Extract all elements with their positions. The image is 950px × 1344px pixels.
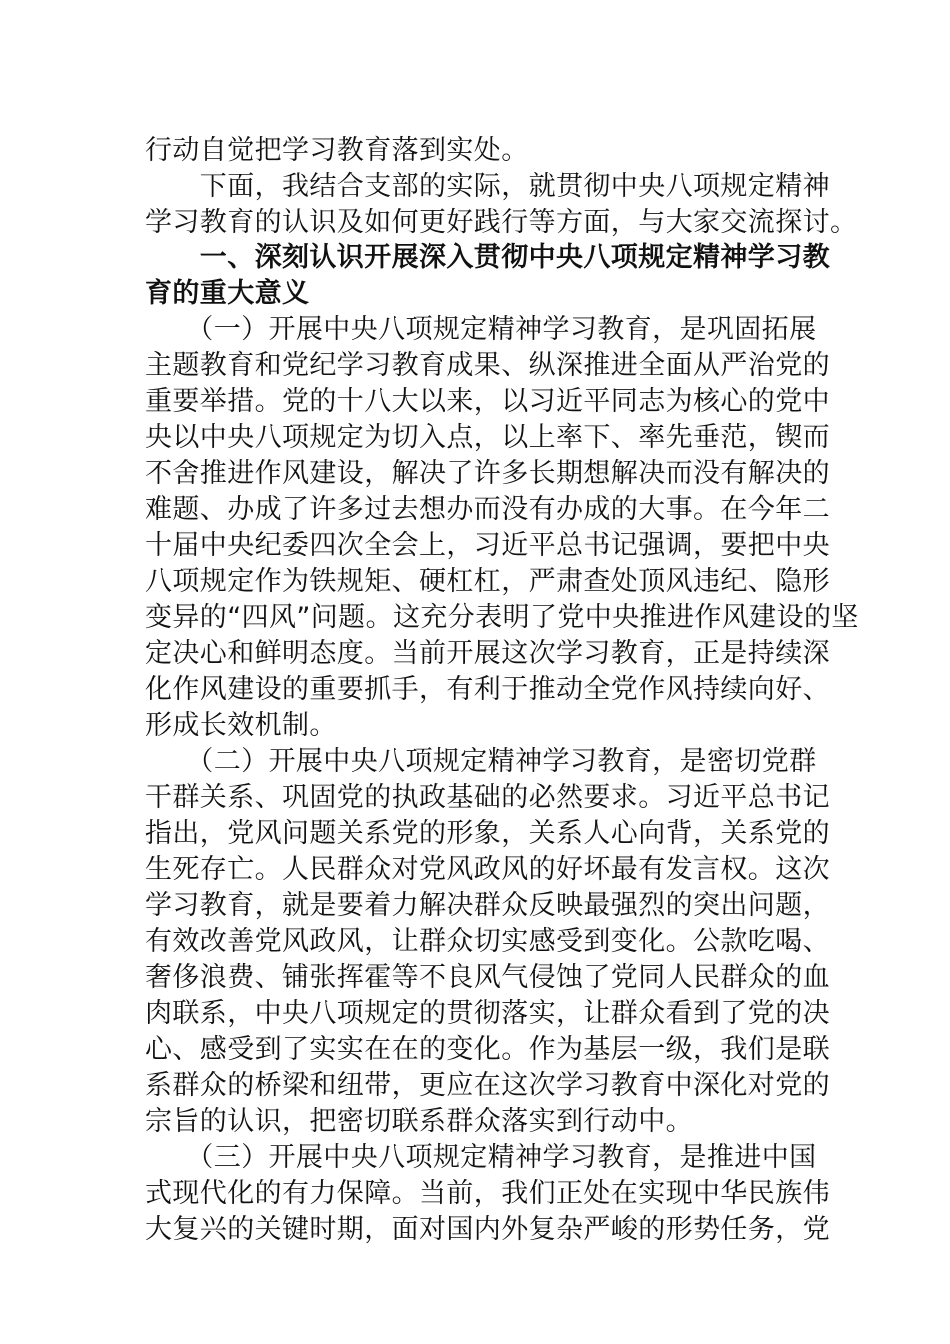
text-line: 奢侈浪费、铺张挥霍等不良风气侵蚀了党同人民群众的血: [145, 962, 830, 993]
text-line: 不舍推进作风建设，解决了许多长期想解决而没有解决的: [145, 458, 830, 489]
text-line: （一）开展中央八项规定精神学习教育，是巩固拓展: [145, 314, 817, 345]
text-line: 形成长效机制。: [145, 710, 337, 741]
text-line: 化作风建设的重要抓手，有利于推动全党作风持续向好、: [145, 674, 830, 705]
text-line: 八项规定作为铁规矩、硬杠杠，严肃查处顶风违纪、隐形: [145, 566, 830, 597]
text-line: 心、感受到了实实在在的变化。作为基层一级，我们是联: [145, 1034, 830, 1065]
text-line: 肉联系，中央八项规定的贯彻落实，让群众看到了党的决: [145, 998, 830, 1029]
text-line: 定决心和鲜明态度。当前开展这次学习教育，正是持续深: [145, 638, 830, 669]
text-line: 指出，党风问题关系党的形象，关系人心向背，关系党的: [145, 818, 830, 849]
section-heading: 育的重大意义: [145, 278, 310, 309]
text-line: 学习教育，就是要着力解决群众反映最强烈的突出问题，: [145, 890, 830, 921]
text-line: 有效改善党风政风，让群众切实感受到变化。公款吃喝、: [145, 926, 830, 957]
text-line: 干群关系、巩固党的执政基础的必然要求。习近平总书记: [145, 782, 830, 813]
text-line: 难题、办成了许多过去想办而没有办成的大事。在今年二: [145, 494, 830, 525]
text-line: 变异的“四风”问题。这充分表明了党中央推进作风建设的坚: [145, 602, 859, 633]
text-line: 重要举措。党的十八大以来，以习近平同志为核心的党中: [145, 386, 830, 417]
text-line: 央以中央八项规定为切入点，以上率下、率先垂范，锲而: [145, 422, 830, 453]
text-line: 宗旨的认识，把密切联系群众落实到行动中。: [145, 1106, 693, 1137]
text-line: 式现代化的有力保障。当前，我们正处在实现中华民族伟: [145, 1178, 830, 1209]
text-line: 大复兴的关键时期，面对国内外复杂严峻的形势任务，党: [145, 1214, 830, 1245]
text-line: 系群众的桥梁和纽带，更应在这次学习教育中深化对党的: [145, 1070, 830, 1101]
text-line: 主题教育和党纪学习教育成果、纵深推进全面从严治党的: [145, 350, 830, 381]
text-line: （三）开展中央八项规定精神学习教育，是推进中国: [145, 1142, 817, 1173]
text-line: 生死存亡。人民群众对党风政风的好坏最有发言权。这次: [145, 854, 830, 885]
text-line: 学习教育的认识及如何更好践行等方面，与大家交流探讨。: [145, 207, 858, 238]
text-line: （二）开展中央八项规定精神学习教育，是密切党群: [145, 746, 817, 777]
text-line: 下面，我结合支部的实际，就贯彻中央八项规定精神: [145, 171, 830, 202]
section-heading: 一、深刻认识开展深入贯彻中央八项规定精神学习教: [145, 242, 830, 273]
text-line: 行动自觉把学习教育落到实处。: [145, 135, 529, 166]
text-line: 十届中央纪委四次全会上，习近平总书记强调，要把中央: [145, 530, 830, 561]
